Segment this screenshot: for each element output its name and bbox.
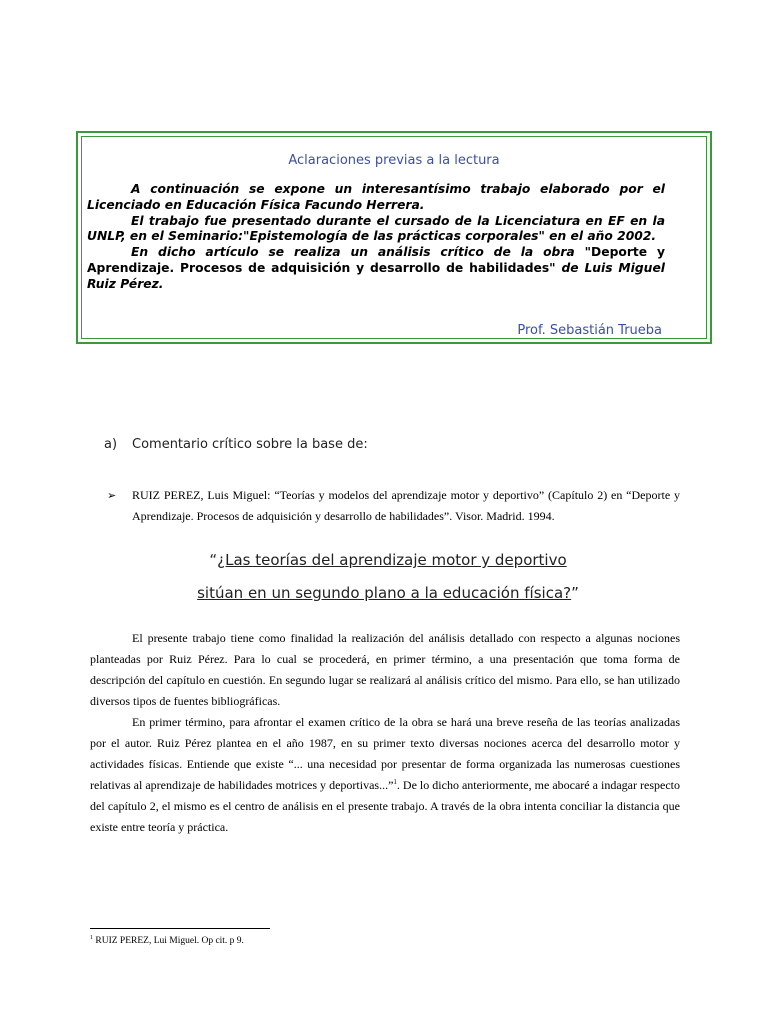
- reference-item: [107, 485, 680, 527]
- question-open-quote: “: [209, 551, 218, 569]
- question-close-quote: ”: [571, 584, 579, 602]
- notice-paragraph-3-intro: En dicho artículo se realiza un análisis crítico de la obra: [131, 245, 575, 260]
- question-line-1: [100, 551, 676, 569]
- section-marker: a): [104, 437, 118, 452]
- footnote-number: 1: [90, 935, 93, 941]
- notice-work-author: de Luis Miguel Ruiz Pérez.: [87, 260, 665, 291]
- body-paragraph-1: El presente trabajo tiene como finalidad la realización del análisis detallado con respecto a algunas nociones planteadas por Ruiz Pérez. Para lo cual se procederá, en primer término, a una presentación que toma forma de descripción del capítulo en cuestión. En segundo lugar se realizará al análisis crítico del mismo. Para ello, se han utilizado diversos tipos de fuentes bibliográficas.: [90, 631, 680, 708]
- section-heading-text: Comentario crítico sobre la base de:: [132, 437, 368, 452]
- section-heading: [104, 437, 368, 452]
- question-line-2-text: sitúan en un segundo plano a la educación física?: [197, 584, 572, 602]
- body-paragraph-2-part-b: . De lo dicho anteriormente, me abocaré a indagar respecto del capítulo 2, el mismo es el centro de análisis en el presente trabajo. A través de la obra intenta conciliar la distancia que existe entre teoría y práctica.: [90, 778, 680, 834]
- body-paragraph-2: [90, 712, 680, 838]
- footnote-divider: [90, 928, 270, 929]
- question-line-2: [100, 584, 676, 602]
- footnote-reference[interactable]: 1: [393, 778, 397, 786]
- notice-box: [76, 131, 712, 344]
- notice-paragraph-3: [87, 245, 665, 292]
- notice-work-title: "Deporte y Aprendizaje. Procesos de adquisición y desarrollo de habilidades": [87, 245, 665, 275]
- question-line-1-text: ¿Las teorías del aprendizaje motor y deportivo: [217, 551, 567, 569]
- footnote-text: RUIZ PEREZ, Lui Miguel. Op cit. p 9.: [95, 936, 244, 947]
- reference-text: RUIZ PEREZ, Luis Miguel: “Teorías y modelos del aprendizaje motor y deportivo” (Capítulo 2) en “Deporte y Aprendizaje. Procesos de adquisición y desarrollo de habilidades”. Visor. Madrid. 1994.: [132, 488, 680, 523]
- notice-signature: Prof. Sebastián Trueba: [517, 323, 662, 338]
- notice-paragraph-1: A continuación se expone un interesantísimo trabajo elaborado por el Licenciado en Educación Física Facundo Herrera.: [87, 182, 665, 212]
- body-paragraph-2-part-a: En primer término, para afrontar el examen crítico de la obra se hará una breve reseña de las teorías analizadas por el autor. Ruiz Pérez plantea en el año 1987, en su primer texto diversas nociones acerca del desarrollo motor y actividades físicas. Entiende que existe “... una necesidad por presentar de forma organizada las numerosas cuestiones relativas al aprendizaje de habilidades motrices y deportivas...”: [90, 715, 680, 792]
- body-text: [90, 628, 680, 838]
- notice-body: [87, 182, 665, 293]
- notice-paragraph-2: El trabajo fue presentado durante el cursado de la Licenciatura en EF en la UNLP, en el Seminario:"Epistemología de las prácticas corporales" en el año 2002.: [87, 213, 665, 244]
- notice-title: Aclaraciones previas a la lectura: [288, 153, 500, 168]
- arrow-bullet-icon: ➢: [107, 489, 117, 502]
- footnote: [90, 935, 244, 946]
